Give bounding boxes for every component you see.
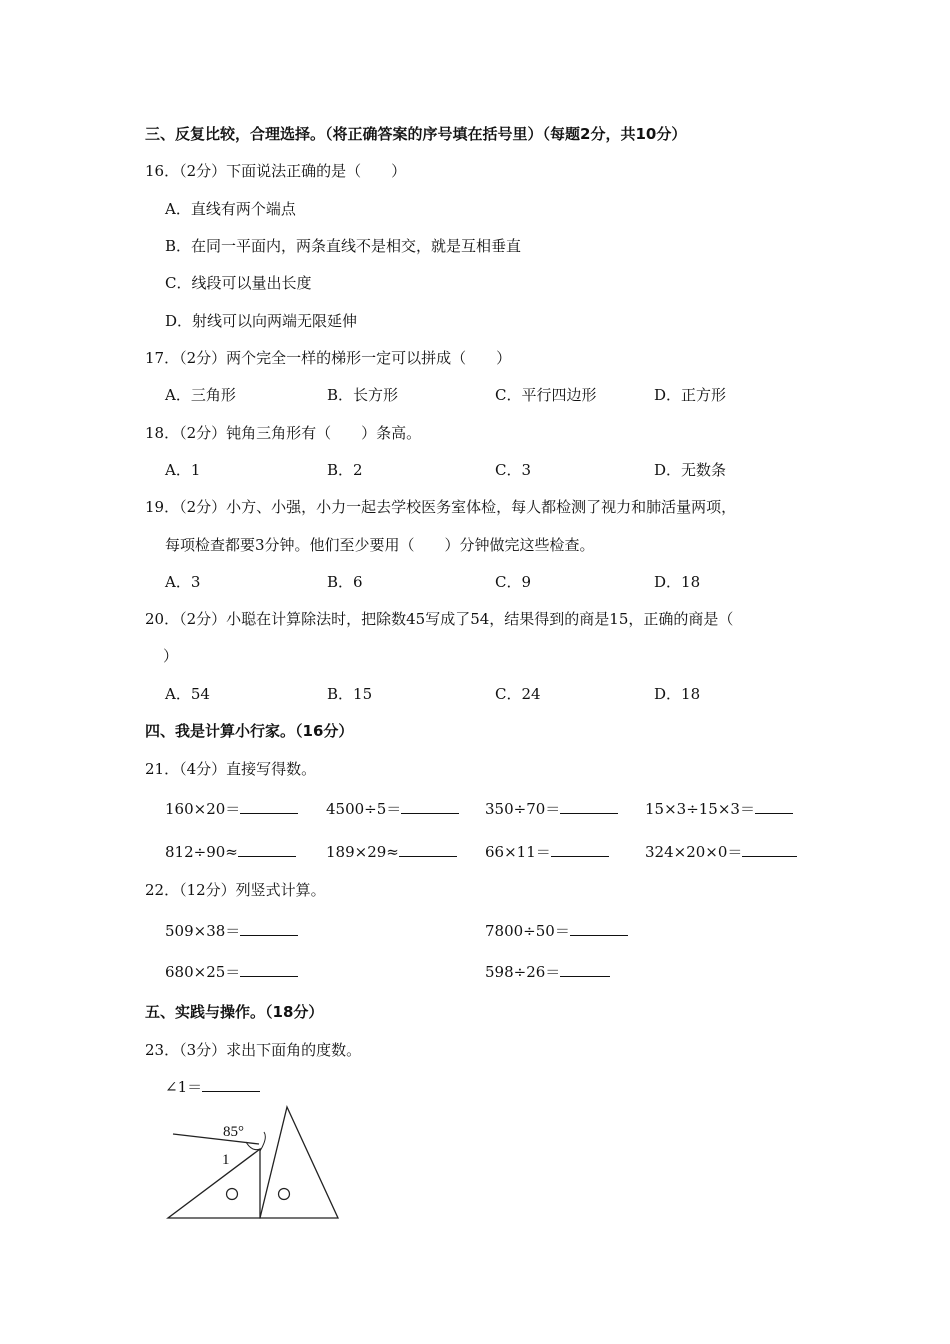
q20-option-c: C．24 (495, 685, 541, 703)
answer-blank[interactable] (401, 799, 459, 814)
q18-option-d: D．无数条 (654, 461, 727, 479)
answer-blank[interactable] (755, 799, 793, 814)
q22-expression: 680×25＝ (165, 963, 241, 981)
answer-blank[interactable] (560, 799, 618, 814)
q17-option-d: D．正方形 (654, 386, 727, 404)
q22-item (165, 962, 298, 982)
answer-blank[interactable] (570, 921, 628, 936)
q21-item (326, 799, 459, 819)
q19-option-b: B．6 (327, 573, 363, 591)
answer-blank[interactable] (560, 962, 610, 977)
answer-blank[interactable] (399, 842, 457, 857)
q16-option-d: D．射线可以向两端无限延伸 (165, 312, 358, 330)
question-23-stem: 23．（3分）求出下面角的度数。 (145, 1041, 362, 1059)
q21-item (485, 799, 618, 819)
circle-mark-right (279, 1189, 290, 1200)
q18-option-a: A．1 (165, 461, 201, 479)
answer-blank[interactable] (238, 842, 296, 857)
section-5-heading: 五、实践与操作。（18分） (145, 1003, 324, 1021)
section-3-heading: 三、反复比较，合理选择。（将正确答案的序号填在括号里）（每题2分，共10分） (145, 125, 687, 143)
q21-item (645, 842, 797, 862)
q20-option-b: B．15 (327, 685, 373, 703)
q23-answer (165, 1077, 260, 1097)
question-20-stem-line-1: 20．（2分）小聪在计算除法时，把除数45写成了54，结果得到的商是15，正确的商是（ (145, 610, 734, 628)
angle-1-marker-label: 1 (222, 1152, 230, 1168)
question-19-stem-line-1: 19．（2分）小方、小强，小力一起去学校医务室体检，每人都检测了视力和肺活量两项， (145, 498, 737, 516)
answer-blank[interactable] (240, 962, 298, 977)
answer-blank[interactable] (202, 1077, 260, 1092)
angle-85-arc (260, 1132, 265, 1151)
answer-blank[interactable] (240, 921, 298, 936)
q21-expression: 15×3÷15×3＝ (645, 800, 755, 818)
triangle-figure (160, 1105, 350, 1230)
q21-expression: 812÷90≈ (165, 843, 238, 861)
answer-blank[interactable] (240, 799, 298, 814)
q21-item (165, 799, 298, 819)
q21-item (326, 842, 457, 862)
q21-expression: 350÷70＝ (485, 800, 561, 818)
question-17-stem: 17．（2分）两个完全一样的梯形一定可以拼成（ ） (145, 349, 512, 367)
q16-option-a: A．直线有两个端点 (165, 200, 296, 218)
q21-expression: 4500÷5＝ (326, 800, 402, 818)
q22-expression: 7800÷50＝ (485, 922, 570, 940)
left-triangle (168, 1149, 260, 1218)
answer-blank[interactable] (551, 842, 609, 857)
q20-option-d: D．18 (654, 685, 701, 703)
angle-1-label: ∠1＝ (165, 1078, 203, 1096)
q21-item (645, 799, 793, 819)
answer-blank[interactable] (742, 842, 797, 857)
question-16-stem: 16．（2分）下面说法正确的是（ ） (145, 162, 407, 180)
question-19-stem-line-2: 每项检查都要3分钟。他们至少要用（ ）分钟做完这些检查。 (165, 536, 595, 554)
q21-item (165, 842, 296, 862)
q17-option-a: A．三角形 (165, 386, 236, 404)
q19-option-c: C．9 (495, 573, 532, 591)
q21-expression: 189×29≈ (326, 843, 399, 861)
q19-option-d: D．18 (654, 573, 701, 591)
q18-option-c: C．3 (495, 461, 532, 479)
q22-expression: 509×38＝ (165, 922, 241, 940)
angle-85-label: 85° (223, 1124, 244, 1140)
q21-expression: 324×20×0＝ (645, 843, 743, 861)
q19-option-a: A．3 (165, 573, 201, 591)
question-18-stem: 18．（2分）钝角三角形有（ ）条高。 (145, 424, 422, 442)
q22-expression: 598÷26＝ (485, 963, 561, 981)
q21-item (485, 842, 609, 862)
q22-item (485, 921, 628, 941)
right-triangle (260, 1107, 338, 1218)
q22-item (165, 921, 298, 941)
section-4-heading: 四、我是计算小行家。（16分） (145, 722, 354, 740)
q22-item (485, 962, 610, 982)
q18-option-b: B．2 (327, 461, 363, 479)
circle-mark-left (227, 1189, 238, 1200)
q17-option-c: C．平行四边形 (495, 386, 597, 404)
q17-option-b: B．长方形 (327, 386, 399, 404)
q21-expression: 160×20＝ (165, 800, 241, 818)
q20-option-a: A．54 (165, 685, 210, 703)
question-20-stem-line-2: ） (163, 647, 179, 665)
question-22-stem: 22．（12分）列竖式计算。 (145, 881, 326, 899)
q16-option-c: C．线段可以量出长度 (165, 274, 312, 292)
q16-option-b: B．在同一平面内，两条直线不是相交，就是互相垂直 (165, 237, 522, 255)
question-21-stem: 21．（4分）直接写得数。 (145, 760, 317, 778)
q21-expression: 66×11＝ (485, 843, 551, 861)
